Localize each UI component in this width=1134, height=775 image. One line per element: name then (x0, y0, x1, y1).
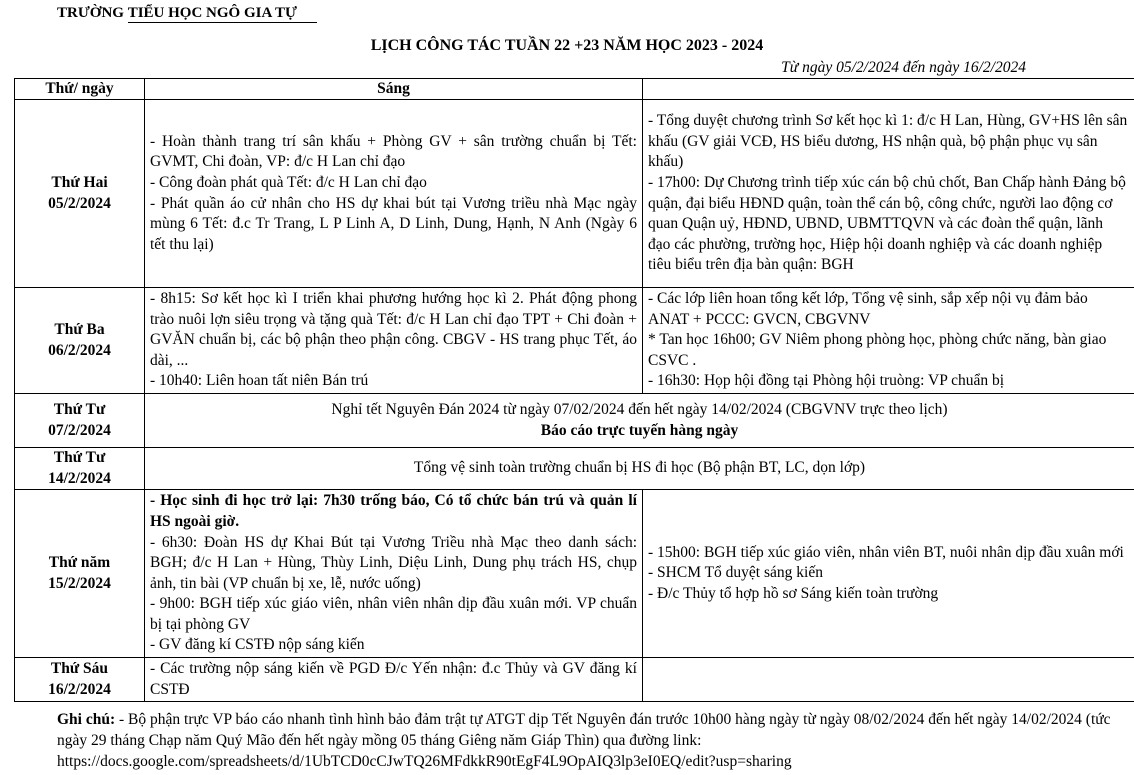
afternoon-cell (643, 490, 1134, 658)
list-item: - GV đăng kí CSTĐ nộp sáng kiến (150, 636, 365, 654)
list-item: - Hoàn thành trang trí sân khấu + Phòng GV + sân trường chuẩn bị Tết: GVMT, Chi đoàn, VP: đ/c H Lan chỉ đạo (150, 132, 637, 171)
table-row (15, 658, 1134, 702)
day-cell: Thứ năm 15/2/2024 (15, 490, 145, 658)
list-item: - 6h30: Đoàn HS dự Khai Bút tại Vương Triều nhà Mạc theo danh sách: BGH; đ/c H Lan + Hùng, Thùy Linh, Diệu Linh, Dung phụ trách HS, chụp ảnh, tin bài (VP chuẩn bị xe, lễ, nước uống) (150, 533, 637, 592)
cleaning-notice: Tổng vệ sinh toàn trường chuẩn bị HS đi học (Bộ phận BT, LC, dọn lớp) (413, 459, 866, 477)
online-report-notice: Báo cáo trực tuyến hàng ngày (540, 421, 739, 439)
list-item: - 9h00: BGH tiếp xúc giáo viên, nhân viên nhân dịp đầu xuân mới. VP chuẩn bị tại phòng GV (150, 595, 637, 633)
table-row (15, 394, 1134, 448)
list-item: - Các trường nộp sáng kiến về PGD Đ/c Yến nhận: đ.c Thủy và GV đăng kí CSTĐ (150, 660, 637, 698)
column-header-day: Thứ/ ngày (15, 79, 145, 100)
list-item: - Học sinh đi học trở lại: 7h30 trống báo, Có tổ chức bán trú và quản lí HS ngoài giờ. (150, 492, 637, 530)
list-item: - SHCM Tổ duyệt sáng kiến (648, 564, 823, 582)
morning-cell (145, 100, 643, 288)
merged-cell (145, 394, 1134, 448)
merged-cell (145, 448, 1134, 490)
table-row (15, 490, 1134, 658)
list-item: - 15h00: BGH tiếp xúc giáo viên, nhân viên BT, nuôi nhân dịp đầu xuân mới (648, 543, 1124, 561)
afternoon-cell (643, 288, 1134, 394)
morning-cell (145, 658, 643, 702)
list-item: - Đ/c Thủy tổ hợp hồ sơ Sáng kiến toàn trường (648, 584, 939, 602)
note (57, 709, 1117, 772)
note-text: - Bộ phận trực VP báo cáo nhanh tình hình bảo đảm trật tự ATGT dịp Tết Nguyên đán trước 10h00 hàng ngày từ ngày 08/02/2024 đến hết ngày 14/02/2024 (tức ngày 29 tháng Chạp năm Quý Mão đến hết ngày mồng 05 tháng Giêng năm Giáp Thìn) qua đường link: https://docs.google.com/spreadsheets/d/1UbTCD0cCJwTQ26MFdkkR90tEgF4L9OpAIQ3lp3eI0EQ/edit?usp=sharing (57, 711, 1111, 770)
morning-cell (145, 288, 643, 394)
table-row (15, 100, 1134, 288)
list-item: - Phát quần áo cử nhân cho HS dự khai bút tại Vương triều nhà Mạc ngày mùng 6 Tết: đ.c Tr Trang, L P Linh A, D Linh, Dung, Hạnh, N Anh (Ngày 6 tết thu lại) (150, 194, 637, 253)
afternoon-cell (643, 100, 1134, 288)
list-item: - 8h15: Sơ kết học kì I triển khai phương hướng học kì 2. Phát động phong trào nuôi lợn siêu trọng và tặng quà Tết: đ/c H Lan chỉ đạo TPT + Chi đoàn + GVĂN chuẩn bị, các bộ phận theo phận công. CBGV - HS trang phục Tết, áo dài, ... (150, 290, 637, 369)
list-item: - 10h40: Liên hoan tất niên Bán trú (150, 372, 369, 390)
table-row (15, 288, 1134, 394)
date-range: Từ ngày 05/2/2024 đến ngày 16/2/2024 (781, 59, 1026, 76)
column-header-morning: Sáng (145, 79, 643, 100)
holiday-notice: Nghỉ tết Nguyên Đán 2024 từ ngày 07/02/2024 đến hết ngày 14/02/2024 (CBGVNV trực theo lịch) (331, 400, 948, 418)
school-name (57, 5, 317, 23)
list-item: - 16h30: Họp hội đồng tại Phòng hội truòng: VP chuẩn bị (648, 372, 1005, 390)
day-cell: Thứ Hai 05/2/2024 (15, 100, 145, 288)
day-cell: Thứ Ba 06/2/2024 (15, 288, 145, 394)
list-item: - 17h00: Dự Chương trình tiếp xúc cán bộ chủ chốt, Ban Chấp hành Đảng bộ quận, đại biểu HĐND quận, toàn thể cán bộ, công chức, người lao động cơ quan Quận uỷ, HĐND, UBND, UBMTTQVN và các đoàn thể quận, lãnh đạo các phường, trường học, Hiệp hội doanh nghiệp và các doanh nghiệp tiêu biểu trên địa bàn quận: BGH (648, 173, 1126, 274)
afternoon-cell (643, 658, 1134, 702)
day-cell: Thứ Tư 14/2/2024 (15, 448, 145, 490)
table-row (15, 448, 1134, 490)
list-item: * Tan học 16h00; GV Niêm phong phòng học, phòng chức năng, bàn giao CSVC . (648, 331, 1107, 369)
list-item: - Tổng duyệt chương trình Sơ kết học kì 1: đ/c H Lan, Hùng, GV+HS lên sân khấu (GV giải VCĐ, HS biểu dương, HS nhận quà, bộ phận phục vụ sân khấu) (648, 112, 1128, 171)
note-label: Ghi chú: (57, 711, 116, 728)
schedule-table (14, 78, 1134, 702)
list-item: - Các lớp liên hoan tổng kết lớp, Tổng vệ sinh, sắp xếp nội vụ đảm bảo ANAT + PCCC: GVCN, CBGVNV (648, 290, 1088, 328)
school-prefix: TRƯỜNG (57, 5, 128, 21)
column-header-afternoon (643, 79, 1134, 100)
page-title: LỊCH CÔNG TÁC TUẦN 22 +23 NĂM HỌC 2023 - 2024 (370, 37, 764, 54)
morning-cell (145, 490, 643, 658)
list-item: - Công đoàn phát quà Tết: đ/c H Lan chỉ đạo (150, 173, 427, 191)
school-name-underlined: TIỂU HỌC NGÔ GIA TỰ (128, 5, 317, 23)
day-cell: Thứ Tư 07/2/2024 (15, 394, 145, 448)
table-header-row (15, 79, 1134, 100)
day-cell: Thứ Sáu 16/2/2024 (15, 658, 145, 702)
